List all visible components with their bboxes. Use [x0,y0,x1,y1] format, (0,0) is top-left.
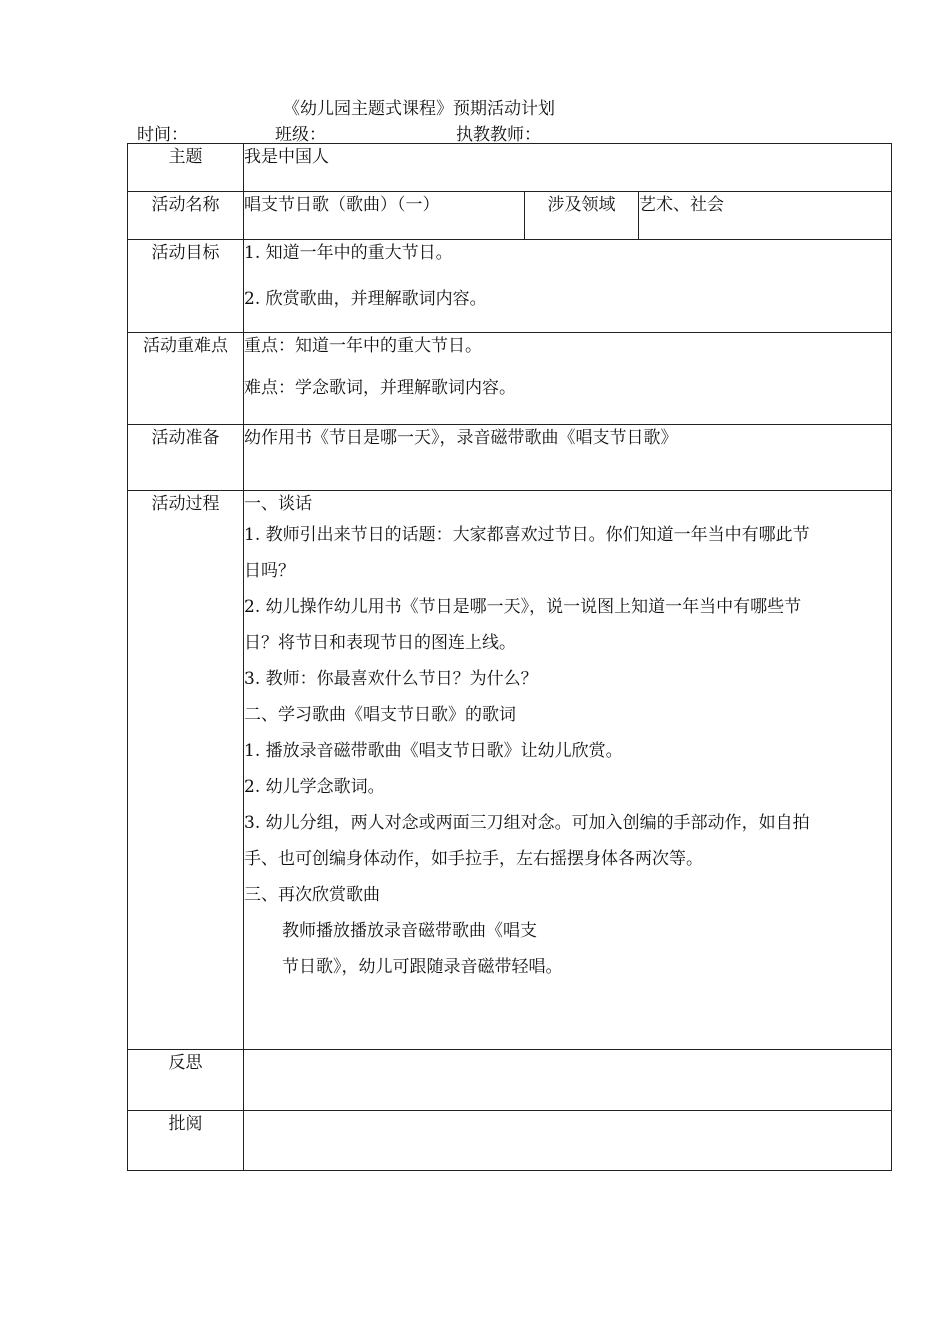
reflection-row [128,1050,892,1111]
time-label: 时间： [137,125,188,145]
process-line: 手、也可创编身体动作，如手拉手，左右摇摆身体各两次等。 [244,849,703,869]
domain-label: 涉及领域 [525,192,639,240]
process-line: 日？将节日和表现节日的图连上线。 [244,633,516,653]
process-line: 1. 教师引出来节日的话题：大家都喜欢过节日。你们知道一年当中有哪此节 [244,525,810,545]
process-line: 节日歌》，幼儿可跟随录音磁带轻唱。 [282,957,563,977]
goals-value [244,240,892,333]
review-value [244,1111,892,1171]
goal-item: 1. 知道一年中的重大节日。 [244,243,453,263]
difficulty-item: 难点：学念歌词，并理解歌词内容。 [244,378,516,398]
process-line: 1. 播放录音磁带歌曲《唱支节日歌》让幼儿欣赏。 [244,741,623,761]
class-label: 班级： [275,125,326,145]
theme-value: 我是中国人 [244,144,892,192]
key-points-value [244,333,892,425]
reflection-label: 反思 [128,1050,244,1111]
process-line: 2. 幼儿学念歌词。 [244,777,385,797]
process-line: 日吗？ [244,561,295,581]
page-title: 《幼儿园主题式课程》预期活动计划 [283,99,555,119]
process-line: 一、谈话 [244,494,312,514]
goals-row [128,240,892,333]
process-line: 3. 幼儿分组，两人对念或两面三刀组对念。可加入创编的手部动作，如自拍 [244,813,810,833]
domain-value: 艺术、社会 [639,192,892,240]
preparation-label: 活动准备 [128,425,244,491]
activity-name-row [128,192,892,240]
process-line: 三、再次欣赏歌曲 [244,885,380,905]
review-label: 批阅 [128,1111,244,1171]
key-points-row [128,333,892,425]
goals-label: 活动目标 [128,240,244,333]
theme-row [128,144,892,192]
process-row [128,491,892,1050]
process-line: 3. 教师：你最喜欢什么节日？为什么？ [244,669,538,689]
process-label: 活动过程 [128,491,244,1050]
activity-plan-table [127,143,892,1171]
teacher-label: 执教教师： [456,125,541,145]
reflection-value [244,1050,892,1111]
key-points-label: 活动重难点 [128,333,244,425]
process-line: 2. 幼儿操作幼儿用书《节日是哪一天》，说一说图上知道一年当中有哪些节 [244,597,802,617]
review-row [128,1111,892,1171]
preparation-value: 幼作用书《节日是哪一天》，录音磁带歌曲《唱支节日歌》 [244,425,892,491]
activity-name-value: 唱支节日歌（歌曲）（一） [244,192,525,240]
process-line: 教师播放播放录音磁带歌曲《唱支 [282,921,537,941]
goal-item: 2. 欣赏歌曲，并理解歌词内容。 [244,289,487,309]
activity-name-label: 活动名称 [128,192,244,240]
process-line: 二、学习歌曲《唱支节日歌》的歌词 [244,705,516,725]
key-point-item: 重点：知道一年中的重大节日。 [244,336,482,356]
process-value [244,491,892,1050]
preparation-row [128,425,892,491]
theme-label: 主题 [128,144,244,192]
